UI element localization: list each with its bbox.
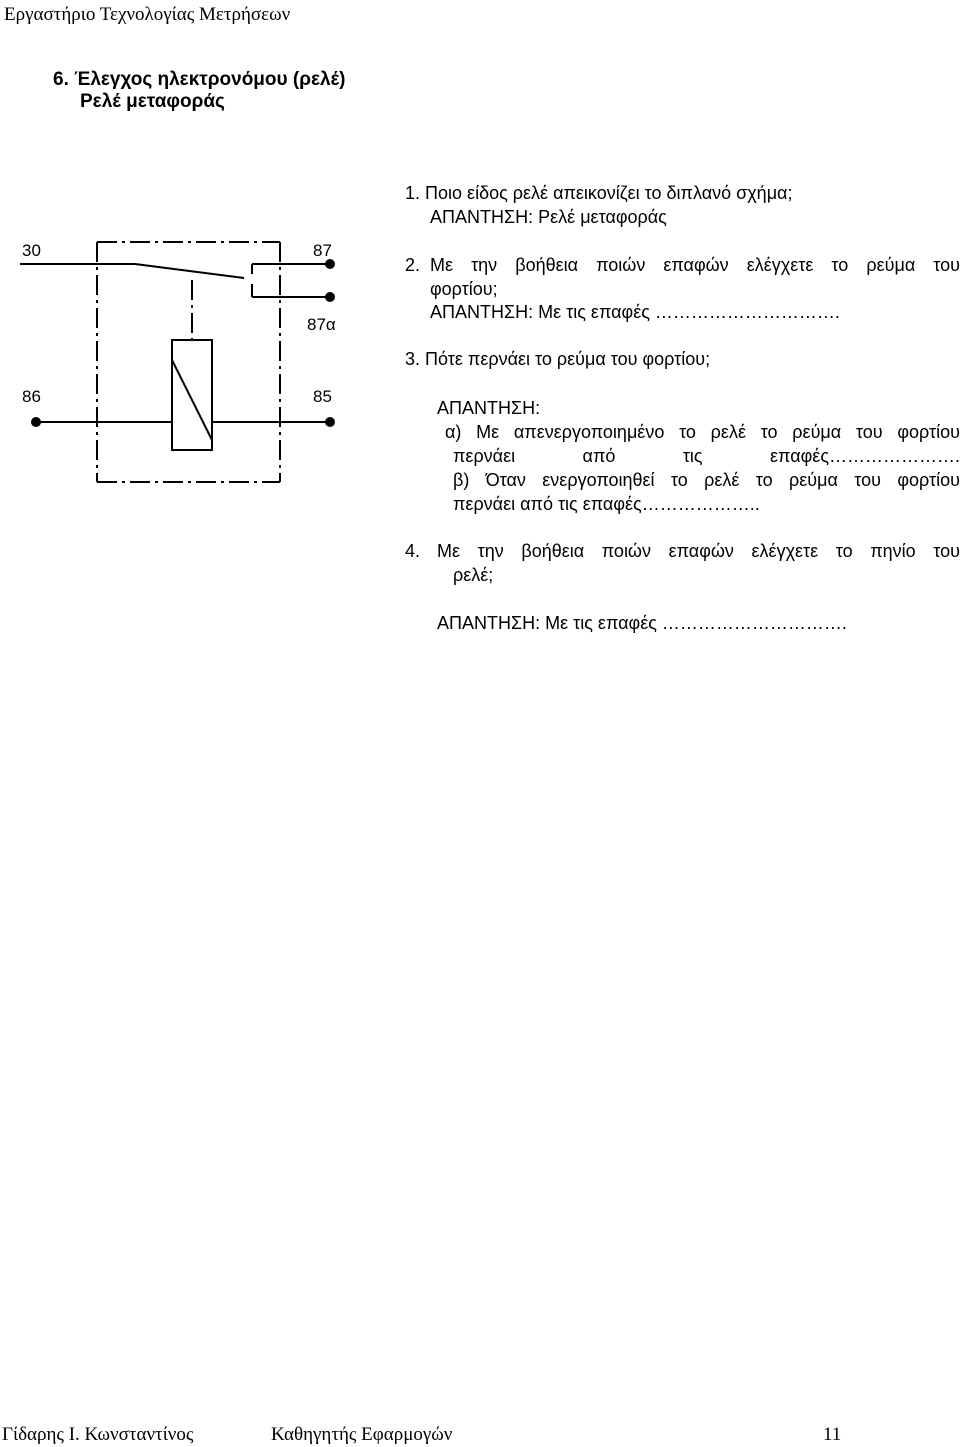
label-30: 30 <box>22 241 41 260</box>
terminal-87a-dot <box>325 292 335 302</box>
question-3-answer-label: ΑΠΑΝΤΗΣΗ: <box>437 398 541 418</box>
question-number: 3. <box>405 349 421 369</box>
question-4-text-line1: Με την βοήθεια ποιών επαφών ελέγχετε το πηνίο του <box>437 541 960 561</box>
footer-author: Γίδαρης Ι. Κωνσταντίνος <box>2 1424 194 1445</box>
label-87: 87 <box>313 241 332 260</box>
question-4-number: 4. <box>405 541 421 561</box>
footer-role: Καθηγητής Εφαρμογών <box>271 1424 453 1445</box>
label-86: 86 <box>22 387 41 406</box>
question-1-answer: ΑΠΑΝΤΗΣΗ: Ρελέ μεταφοράς <box>430 207 667 227</box>
question-4-text-line2: ρελέ; <box>453 565 494 585</box>
question-2-number: 2. <box>405 255 421 275</box>
terminal-86-dot <box>31 417 41 427</box>
question-text: Πότε περνάει το ρεύμα του φορτίου; <box>425 349 711 369</box>
terminal-85-dot <box>325 417 335 427</box>
question-2-text-line2: φορτίου; <box>430 279 498 299</box>
question-text: Ποιο είδος ρελέ απεικονίζει το διπλανό σχήμα; <box>425 183 793 203</box>
label-85: 85 <box>313 387 332 406</box>
document-header-title: Εργαστήριο Τεχνολογίας Μετρήσεων <box>4 4 291 25</box>
question-4-answer: ΑΠΑΝΤΗΣΗ: Με τις επαφές …………………………. <box>437 613 847 633</box>
question-3-answer-b-line2: περνάει από τις επαφές……………….. <box>453 494 760 514</box>
section-title: 6. Έλεγχος ηλεκτρονόμου (ρελέ) <box>53 69 346 90</box>
question-2-text-line1: Με την βοήθεια ποιών επαφών ελέγχετε το ρεύμα του <box>430 255 960 275</box>
relay-diagram <box>0 230 380 500</box>
section-subtitle: Ρελέ μεταφοράς <box>80 91 225 112</box>
coil <box>172 340 212 450</box>
question-3-answer-b-line1: β) Όταν ενεργοποιηθεί το ρελέ το ρεύμα του φορτίου <box>453 470 960 490</box>
question-number: 1. <box>405 183 421 203</box>
terminal-87-dot <box>325 259 335 269</box>
switch-arm <box>135 264 244 278</box>
label-87a: 87α <box>307 315 336 334</box>
question-3-answer-a-line1: α) Με απενεργοποιημένο το ρελέ το ρεύμα του φορτίου <box>445 422 960 442</box>
relay-enclosure <box>97 242 280 482</box>
question-3-answer-a-line2: περνάει από τις επαφές…………………. <box>453 446 960 466</box>
question-3 <box>405 348 710 370</box>
footer-page-number: 11 <box>823 1424 842 1445</box>
question-2-answer: ΑΠΑΝΤΗΣΗ: Με τις επαφές …………………………. <box>430 302 840 322</box>
question-1 <box>405 182 792 204</box>
